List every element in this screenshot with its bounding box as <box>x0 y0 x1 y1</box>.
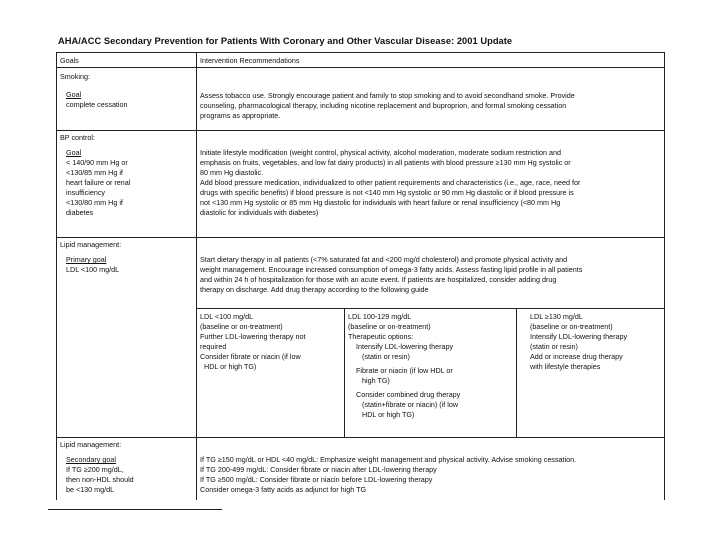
page-edge-line <box>48 509 222 510</box>
column-divider <box>516 308 517 437</box>
ldl-col1-line: HDL or high TG) <box>204 362 257 371</box>
tg-intervention-line: Consider omega-3 fatty acids as adjunct for high TG <box>200 485 367 494</box>
ldl-col2-line: Therapeutic options: <box>348 332 414 341</box>
lipid-primary-goal-label: Primary goal <box>66 255 107 264</box>
bp-heading: BP control: <box>60 133 96 142</box>
ldl-col1-line: LDL <100 mg/dL <box>200 312 254 321</box>
ldl-col2-line: high TG) <box>362 376 390 385</box>
ldl-col1-line: Consider fibrate or niacin (if low <box>200 352 301 361</box>
ldl-col1-line: Further LDL-lowering therapy not <box>200 332 306 341</box>
ldl-col3-line: Add or increase drug therapy <box>530 352 623 361</box>
ldl-col2-line: HDL or high TG) <box>362 410 415 419</box>
smoking-heading: Smoking: <box>60 72 90 81</box>
bp-goal-line: <130/85 mm Hg if <box>66 168 123 177</box>
bp-goal-line: diabetes <box>66 208 94 217</box>
bp-goal-line: <130/80 mm Hg if <box>66 198 123 207</box>
lipid-intervention-line: Start dietary therapy in all patients (<7% saturated fat and <200 mg/d cholesterol) and promote physical activity and <box>200 255 568 264</box>
ldl-col2-line: LDL 100-129 mg/dL <box>348 312 412 321</box>
smoking-intervention-line: Assess tobacco use. Strongly encourage patient and family to stop smoking and to avoid secondhand smoke. Provide <box>200 91 575 100</box>
header-interventions: Intervention Recommendations <box>200 56 300 65</box>
header-goals: Goals <box>60 56 79 65</box>
row-divider <box>196 308 665 309</box>
tg-intervention-line: If TG 200-499 mg/dL: Consider fibrate or niacin after LDL-lowering therapy <box>200 465 437 474</box>
row-divider <box>56 67 665 68</box>
ldl-col3-line: (statin or resin) <box>530 342 578 351</box>
ldl-col2-line: (statin or resin) <box>362 352 410 361</box>
ldl-col2-line: Fibrate or niacin (if low HDL or <box>356 366 453 375</box>
ldl-col2-line: Intensify LDL-lowering therapy <box>356 342 454 351</box>
column-divider <box>196 52 197 509</box>
lipid-secondary-goal-line: If TG ≥200 mg/dL, <box>66 465 124 474</box>
lipid-intervention-line: weight management. Encourage increased consumption of omega-3 fatty acids. Assess fasting lipid profile in all patients <box>200 265 583 274</box>
bp-intervention-line: 80 mm Hg diastolic. <box>200 168 264 177</box>
bp-intervention-line: emphasis on fruits, vegetables, and low fat dairy products) in all patients with blood pressure ≥130 mm Hg systolic or <box>200 158 571 167</box>
row-divider <box>56 130 665 131</box>
bp-goal-label: Goal <box>66 148 82 157</box>
lipid-secondary-goal-label: Secondary goal <box>66 455 116 464</box>
lipid-secondary-heading: Lipid management: <box>60 440 122 449</box>
bp-goal-line: heart failure or renal <box>66 178 131 187</box>
column-divider <box>344 308 345 437</box>
smoking-goal-label: Goal <box>66 90 82 99</box>
page-cutoff <box>48 500 678 540</box>
ldl-col2-line: Consider combined drug therapy <box>356 390 461 399</box>
ldl-col3-line: LDL ≥130 mg/dL <box>530 312 583 321</box>
lipid-primary-heading: Lipid management: <box>60 240 122 249</box>
document-title: AHA/ACC Secondary Prevention for Patients With Coronary and Other Vascular Disease: 2001 Update <box>58 36 513 46</box>
lipid-intervention-line: and within 24 h of hospitalization for those with an acute event. If patients are hospitalized, consider adding drug <box>200 275 557 284</box>
lipid-secondary-goal-line: then non-HDL should <box>66 475 134 484</box>
bp-intervention-line: not <130 mm Hg systolic or 85 mm Hg diastolic for individuals with heart failure or renal insufficiency (<80 mm Hg <box>200 198 561 207</box>
smoking-intervention-line: programs as appropriate. <box>200 111 281 120</box>
ldl-col1-line: (baseline or on-treatment) <box>200 322 283 331</box>
ldl-col1-line: required <box>200 342 227 351</box>
row-divider <box>56 237 665 238</box>
row-divider <box>56 437 665 438</box>
bp-intervention-line: diastolic for individuals with diabetes) <box>200 208 319 217</box>
ldl-col2-line: (baseline or on-treatment) <box>348 322 431 331</box>
smoking-intervention-line: counseling, pharmacological therapy, including nicotine replacement and buproprion, and formal smoking cessation <box>200 101 567 110</box>
lipid-primary-goal-text: LDL <100 mg/dL <box>66 265 120 274</box>
lipid-secondary-goal-line: be <130 mg/dL <box>66 485 115 494</box>
bp-goal-line: insufficiency <box>66 188 106 197</box>
lipid-intervention-line: therapy on discharge. Add drug therapy according to the following guide <box>200 285 429 294</box>
bp-intervention-line: Initiate lifestyle modification (weight control, physical activity, alcohol moderation, moderate sodium restriction and <box>200 148 562 157</box>
bp-goal-line: < 140/90 mm Hg or <box>66 158 128 167</box>
ldl-col3-line: (baseline or on-treatment) <box>530 322 613 331</box>
tg-intervention-line: If TG ≥500 mg/dL: Consider fibrate or niacin before LDL-lowering therapy <box>200 475 433 484</box>
ldl-col2-line: (statin+fibrate or niacin) (if low <box>362 400 459 409</box>
tg-intervention-line: If TG ≥150 mg/dL or HDL <40 mg/dL: Emphasize weight management and physical activity. Advise smoking cessation. <box>200 455 577 464</box>
ldl-col3-line: Intensify LDL-lowering therapy <box>530 332 628 341</box>
bp-intervention-line: Add blood pressure medication, individualized to other patient requirements and characteristics (i.e., age, race, need for <box>200 178 581 187</box>
smoking-goal-text: complete cessation <box>66 100 128 109</box>
bp-intervention-line: drugs with specific benefits) if blood pressure is not <140 mm Hg systolic or 90 mm Hg diastolic or if blood pressure is <box>200 188 574 197</box>
ldl-col3-line: with lifestyle therapies <box>530 362 601 371</box>
